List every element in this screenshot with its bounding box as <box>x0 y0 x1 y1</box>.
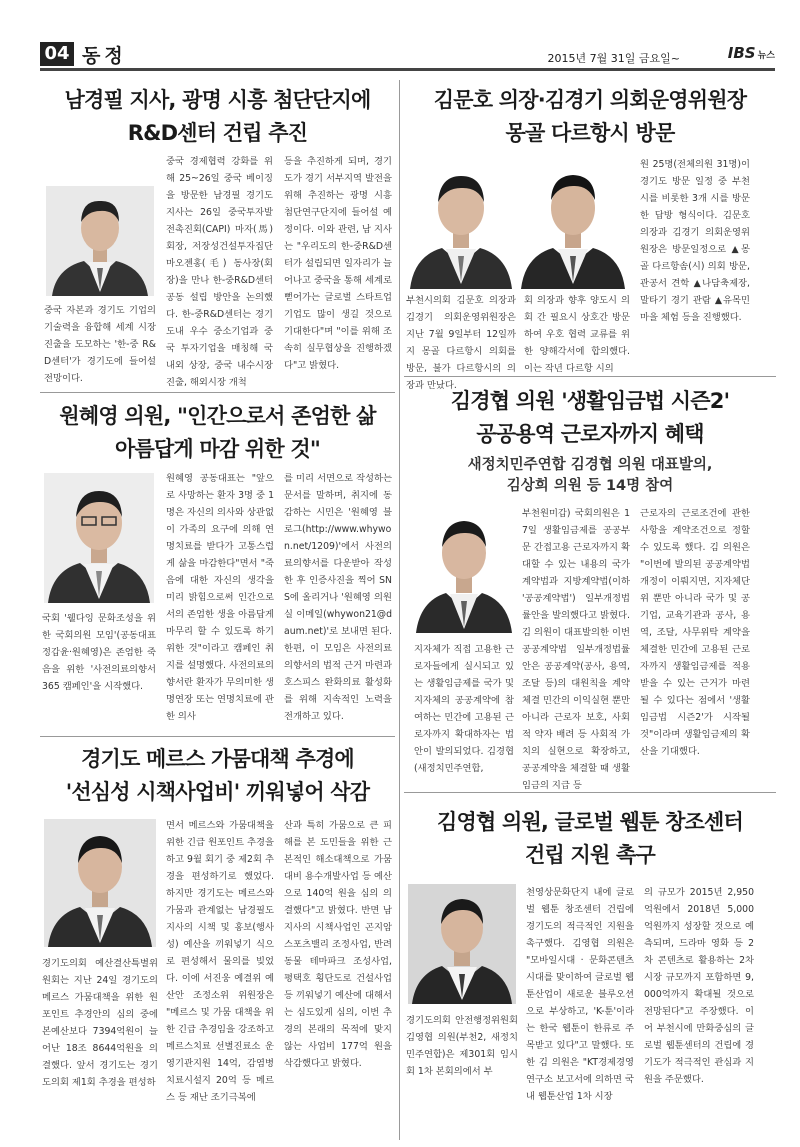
article-subtitle <box>404 455 776 497</box>
ibs-news-logo <box>728 44 775 62</box>
title-line: 남경필 지사, 광명 시흥 첨단단지에 <box>64 88 371 112</box>
title-line: 건립 지원 촉구 <box>525 843 655 867</box>
title-line: 공공용역 근로자까지 혜택 <box>476 422 704 446</box>
title-line: 원혜영 의원, "인간으로서 존엄한 삶 <box>59 404 376 428</box>
article-divider <box>40 736 395 737</box>
article-column: 면서 메르스와 가뭄대책을 위한 긴급 원포인트 추경을 하고 9월 회기 중 제2회 추경을 편성하기로 했었다. 하지만 경기도는 메르스와 가뭄과 관계없는 남경필도지사의 시책 및 홍보(행사성) 예산을 끼워넣기 식으로 편성해서 물의를 빚었다. 이에 서진웅 예결위 예산안 조정소위 위원장은 "메르스 및 가뭄 대책을 위한 긴급 추경임을 강조하고 메르스치료 선별진료소 운영기관지원 14억, 감염병 치료시설지 20억 등 메르스 등 재난 조기극복에 <box>166 820 274 1103</box>
article-title <box>404 806 776 872</box>
article-column: 중국 경제협력 강화를 위해 25~26일 중국 베이징을 방문한 남경필 경기도지사는 26일 중국투자발전촉진회(CAPI) 마자(馬) 회장, 저장성건설투자집단 마오젠홍(毛) 동사장(회장)을 만나 한-중R&D센터 공동 설립 방안을 논의했다. 한-중R&D센터는 경기도내 우수 중소기업과 중국 투자기업을 매칭해 국내외 상장, 중국 내수시장 진출, 해외시장 개척 <box>166 156 273 388</box>
article-divider <box>404 792 776 793</box>
title-line: 경기도 메르스 가뭄대책 추경에 <box>81 747 354 771</box>
subtitle-line: 김상희 의원 등 14명 참여 <box>506 478 674 494</box>
title-line: 몽골 다르항시 방문 <box>505 121 675 145</box>
article-column: 근로자의 근로조건에 관한 사항을 계약조건으로 정할 수 있도록 했다. 김 의원은 "이번에 발의된 공공계약법 개정이 이뤄지면, 지자체단위 뿐만 아니라 국가 및 공기업, 교육기관과 공사, 용역, 조달, 사무위탁 계약을 체결한 민간에 고용된 근로자까지 생활임금제를 적용받을 수 있는 근거가 마련될 수 있다는 점에서 '생활임금법 시즌2'가 시작될 것"이라며 생활임금제의 확산을 기대했다. <box>640 508 750 757</box>
subtitle-line: 새정치민주연합 김경협 의원 대표발의, <box>467 457 713 473</box>
logo-suffix: 뉴스 <box>757 51 775 61</box>
portrait-photo <box>46 186 154 296</box>
photo-caption: 중국 자본과 경기도 기업의 기술력을 융합해 세계 시장 진출을 도모하는 '한-중 R&D센터'가 경기도에 들어설 전망이다. <box>44 305 156 384</box>
photo-caption: 경기도의회 안전행정위원회 김영협 의원(부천2, 새정치민주연합)은 제301회 임시회 1차 본회의에서 부 <box>406 1015 518 1077</box>
photo-caption: 지자체가 직접 고용한 근로자들에게 실시되고 있는 생활임금제를 국가 및 지자체의 공공계약에 참여하는 민간에 고용된 근로자까지 확대하자는 법안이 발의되었다. 김경협(새정치민주연합, <box>414 644 514 774</box>
logo-text: IBS <box>727 44 756 62</box>
article-divider <box>40 392 395 393</box>
portrait-photo-left <box>406 156 516 289</box>
title-line: 김영협 의원, 글로벌 웹툰 창조센터 <box>436 810 744 834</box>
portrait-photo <box>408 884 516 1004</box>
section-title: 동정 <box>82 45 127 67</box>
article-column: 부천원미갑) 국회의원은 17일 생활임금제를 공공부문 간접고용 근로자까지 확대할 수 있는 내용의 국가계약법과 지방계약법(이하 '공공계약법') 일부개정법률안을 발의했다고 밝혔다. 김 의원이 대표발의한 이번 공공계약법 일부개정법률안은 공공계약(공사, 용역, 조달 등)의 대원칙을 계약 체결 민간의 이익실현 뿐만 아니라 근로자 보호, 사회적 약자 배려 등 사회적 가치의 실현으로 확장하고, 공공계약을 체결할 때 생활임금의 지급 등 <box>522 508 630 791</box>
portrait-photo <box>44 473 154 603</box>
portrait-photo <box>414 505 514 633</box>
photo-caption: 경기도의회 예산결산특별위원회는 지난 24일 경기도의 메르스 가뭄대책을 위한 원포인트 추경안의 심의 중에 본예산보다 7394억원이 늘어난 18조 8644억원을 의결했다. 앞서 경기도는 경기도의회 제1회 추경을 편성하 <box>42 958 158 1088</box>
photo-caption: 국회 '웰다잉 문화조성을 위한 국회의원 모임'(공동대표 정갑윤·원혜영)은 존엄한 죽음을 위한 '사전의료의향서 365 캠페인'을 시작했다. <box>42 613 156 692</box>
article-column: 산과 특히 가뭄으로 큰 피해를 본 도민들을 위한 근본적인 해소대책으로 가뭄대비 용수개발사업 등 예산으로 140억 원을 심의 의결했다"고 밝혔다. 반면 남 지사의 시책사업인 곤지암 스포츠밸리 조정사업, 반려동물 테마파크 조성사업, 평택호 횡단도로 건설사업 등 끼워넣기 예산에 대해서는 심도있게 심의, 이번 추경의 본래의 목적에 맞지 않는 사업비 177억 원을 삭감했다고 밝혔다. <box>284 820 392 1069</box>
title-line: '선심성 시책사업비' 끼워넣어 삭감 <box>65 780 370 804</box>
portrait-photo <box>44 819 156 947</box>
title-line: 김문호 의장·김경기 의회운영위원장 <box>433 88 747 112</box>
article-won-welldying <box>40 398 395 728</box>
article-kim-mongolia-visit <box>404 80 776 391</box>
article-title <box>40 743 395 809</box>
header-rule <box>40 68 775 71</box>
article-column: 천영상문화단지 내에 글로벌 웹툰 창조센터 건립에 경기도의 적극적인 지원을 촉구했다. 김영협 의원은 "모바일시대 · 문화콘텐츠 시대를 맞이하여 글로벌 웹툰산업이 새로운 블루오션으로 부상하고, 'K-툰'이라는 한국 웹툰이 한류로 주목받고 있다"고 말했다. 또한 김 의원은 "KT경제경영연구소 보고서에 의하면 국내 웹툰산업 1차 시장 <box>526 887 634 1102</box>
photo-caption: 부천시의회 김문호 의장과 김경기 의회운영위원장은 지난 7월 9일부터 12일까지 몽골 다르항시 의회를 방문, 불가 다르항시의 의장과 만났다. <box>406 295 516 391</box>
article-column: 회 의장과 향후 양도시 의회 간 필요시 상호간 방문하여 우호 협력 교류를 위한 양해각서에 합의했다. 이는 작년 다르항 시의 <box>524 295 630 374</box>
article-column: 등을 추진하게 되며, 경기도가 경기 서부지역 발전을 위해 추진하는 광명 시흥 첨단연구단지에 들어설 예정이다. 이와 관련, 남 지사는 "우리도의 한-중R&D센터가 설립되면 일자리가 늘어나고 중국을 통해 세계로 뻗어가는 글로벌 스타트업 기업도 많이 생길 것으로 기대한다"며 "이를 위해 조속히 실무협상을 진행하겠다"고 밝혔다. <box>284 156 392 371</box>
article-title <box>40 84 395 150</box>
page-header <box>40 40 775 70</box>
article-webtoon-center <box>404 800 776 1145</box>
title-line: R&D센터 건립 추진 <box>127 121 308 145</box>
issue-date: 2015년 7월 31일 금요일~ <box>547 52 680 65</box>
article-column: 원혜영 공동대표는 "앞으로 사망하는 환자 3명 중 1명은 자신의 의사와 상관없이 가족의 요구에 의해 연명치료를 받다가 고통스럽게 삶을 마감한다"면서 "죽음에 대한 자신의 생각을 미리 밝힘으로써 인간으로서의 존엄한 생을 아름답게 마무리 할 수 있도록 하기 위한 것"이라고 캠페인 취지를 설명했다. 사전의료의향서란 환자가 무의미한 생명연장 또는 연명치료에 관한 의사 <box>166 473 274 722</box>
article-title <box>40 400 395 466</box>
article-title <box>404 84 776 150</box>
title-line: 아름답게 마감 위한 것" <box>114 437 321 461</box>
article-title <box>404 385 776 451</box>
page-number: 04 <box>40 42 74 66</box>
article-column: 원 25명(전체의원 31명)이 경기도 방문 일정 중 부천시를 비롯한 3개 시를 방문한 답방 형식이다. 김문호 의장과 김경기 의회운영위원장은 방문일정으로 ▲몽골 다르항솜(시) 의회 방문, 관공서 견학 ▲나담축제장, 말타기 경기 관람 ▲유목민 마을 체험 등을 진행했다. <box>640 159 750 323</box>
article-column: 의 규모가 2015년 2,950억원에서 2018년 5,000억원까지 성장할 것으로 예측되며, 드라마 영화 등 2차 콘텐츠로 활용하는 2차 시장 규모까지 포함하면 9,000억까지 확대될 것으로 전망된다"고 주장했다. 이어 부천시에 만화중심의 글로벌 웹툰센터의 건립에 경기도가 적극적인 관심과 지원을 주문했다. <box>644 887 754 1085</box>
article-column: 를 미리 서면으로 작성하는 문서를 말하며, 취지에 동감하는 시민은 '원혜영 블로그(http://www.whywon.net/1209)'에서 사전의료의향서를 다운받아 작성한 후 인증사진을 찍어 SNS에 올리거나 '원혜영 의원실 이메일(whywon21@daum.net)'로 보내면 된다. 한편, 이 모임은 사전의료의향서의 법적 근거 마련과 호스피스 완화의료 활성화를 위해 지속적인 노력을 전개하고 있다. <box>284 473 392 722</box>
article-kim-living-wage <box>404 383 776 791</box>
portrait-photo-right <box>517 156 629 289</box>
article-nam-rnd-center <box>40 80 395 388</box>
title-line: 김경협 의원 '생활임금법 시즌2' <box>450 389 730 413</box>
column-divider <box>399 80 400 1140</box>
article-mers-drought-budget <box>40 743 395 1143</box>
